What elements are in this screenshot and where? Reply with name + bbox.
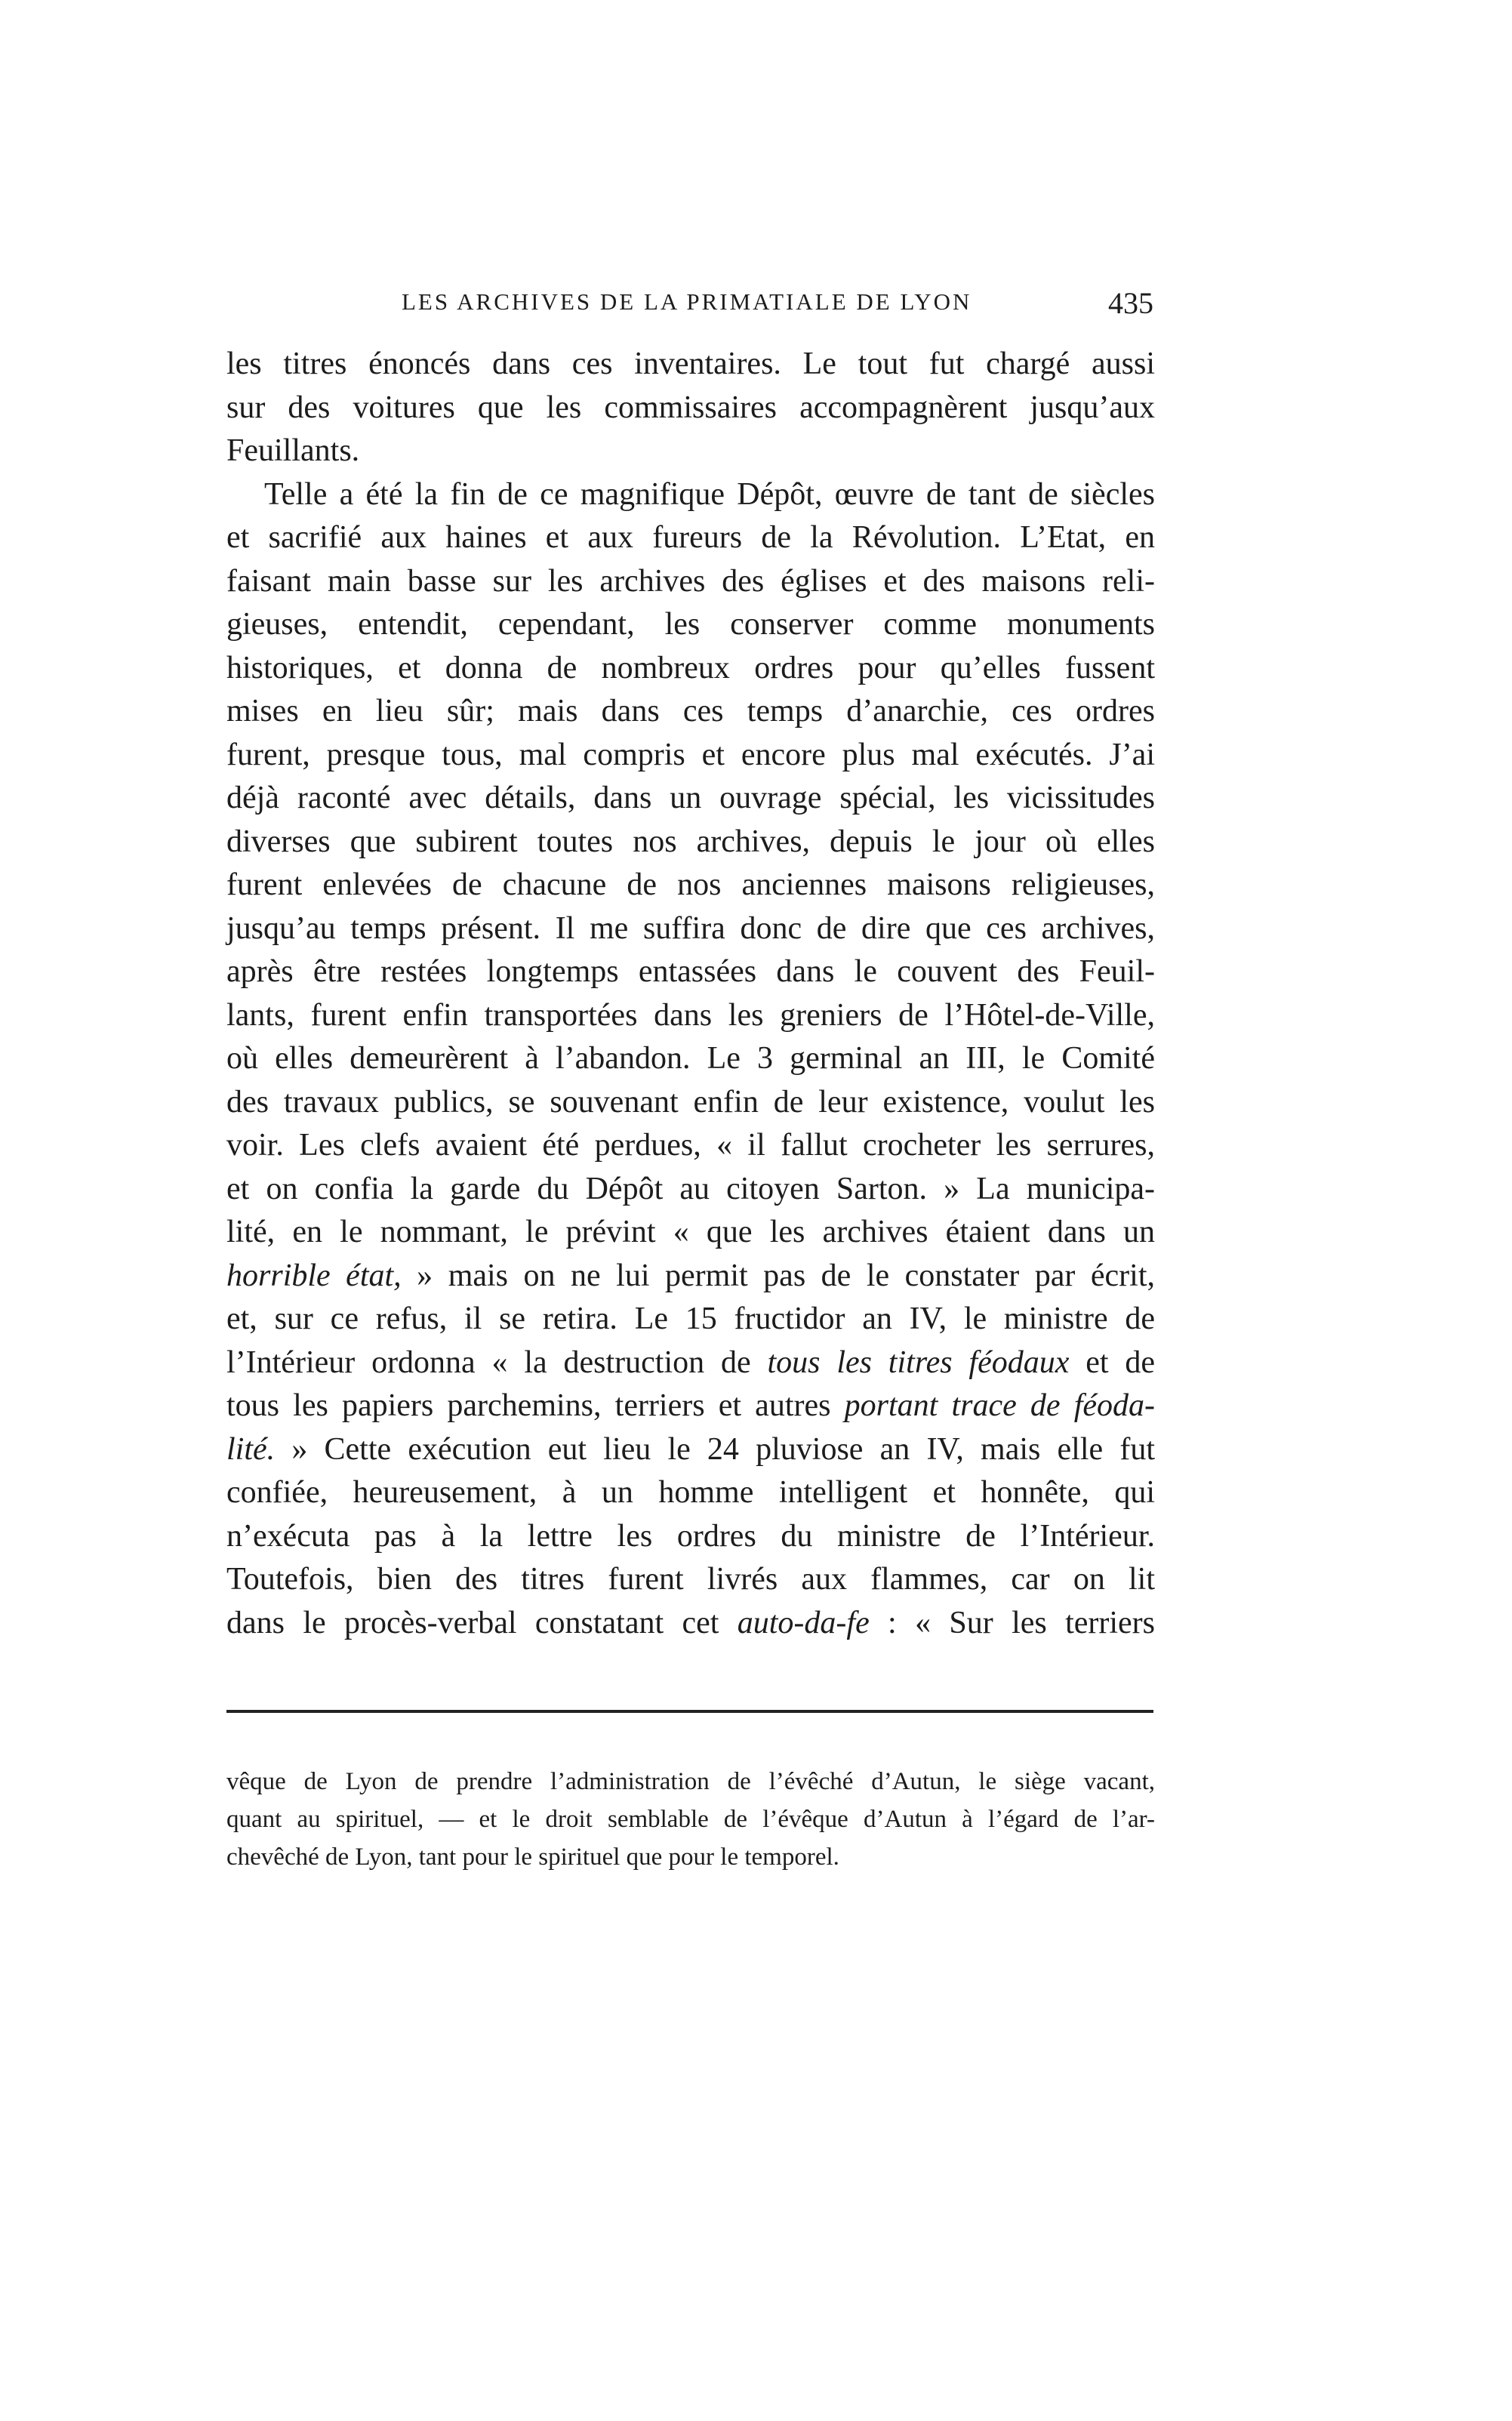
text-line [226,1255,1155,1298]
text-line [226,1385,1155,1428]
footnote-separator [226,1710,1153,1713]
text-line: furent enlevées de chacune de nos anciennes maisons religieuses, [226,867,1155,902]
italic-text: auto-da-fe [737,1605,870,1640]
text-run: dans le procès-verbal constatant cet [226,1605,738,1640]
text-line: Feuillants. [226,433,360,468]
footnote [226,1763,1155,1876]
text-line: après être restées longtemps entassées dans le couvent des Feuil- [226,954,1155,989]
text-line: sur des voitures que les commissaires accompagnèrent jusqu’aux [226,390,1155,425]
text-line: les titres énoncés dans ces inventaires. Le tout fut chargé aussi [226,347,1155,381]
text-line: des travaux publics, se souvenant enfin de leur existence, voulut les [226,1084,1155,1120]
text-line: lants, furent enfin transportées dans les greniers de l’Hôtel-de-Ville, [226,997,1155,1033]
text-run: » Cette exécution eut lieu le 24 pluviose an IV, mais elle fut [275,1431,1155,1467]
text-line: historiques, et donna de nombreux ordres pour qu’elles fussent [226,650,1155,685]
text-line: faisant main basse sur les archives des églises et des maisons reli- [226,563,1155,599]
footnote-line: vêque de Lyon de prendre l’administration de l’évêché d’Autun, le siège vacant, [226,1768,1155,1795]
italic-text: horrible état, [226,1258,402,1293]
text-line [226,1428,1155,1472]
text-line: confiée, heureusement, à un homme intelligent et honnête, qui [226,1475,1155,1510]
text-line: déjà raconté avec détails, dans un ouvrage spécial, les vicissitudes [226,781,1155,815]
text-line [226,1341,1155,1385]
text-line: lité, en le nommant, le prévint « que les archives étaient dans un [226,1215,1155,1249]
text-line: n’exécuta pas à la lettre les ordres du ministre de l’Intérieur. [226,1518,1155,1554]
text-run: » mais on ne lui permit pas de le constater par écrit, [401,1258,1155,1293]
text-line: et sacrifié aux haines et aux fureurs de la Révolution. L’Etat, en [226,520,1155,555]
text-line: voir. Les clefs avaient été perdues, « il fallut crocheter les serrures, [226,1128,1155,1163]
text-line: diverses que subirent toutes nos archives, depuis le jour où elles [226,824,1155,859]
text-line: mises en lieu sûr; mais dans ces temps d’anarchie, ces ordres [226,694,1155,728]
text-line: furent, presque tous, mal compris et encore plus mal exécutés. J’ai [226,737,1155,772]
body-text [226,343,1155,1645]
text-line: jusqu’au temps présent. Il me suffira donc de dire que ces archives, [226,910,1155,946]
text-run: et de [1069,1344,1156,1380]
running-title: LES ARCHIVES DE LA PRIMATIALE DE LYON [402,288,972,315]
footnote-line: quant au spirituel, — et le droit semblable de l’évêque d’Autun à l’égard de l’ar- [226,1806,1155,1833]
text-line [226,1602,1155,1646]
italic-text: tous les titres féodaux [767,1344,1070,1380]
italic-text: portant trace de féoda- [844,1388,1155,1423]
text-run: tous les papiers parchemins, terriers et autres [226,1388,845,1423]
text-line: Telle a été la fin de ce magnifique Dépôt, œuvre de tant de siècles [264,476,1155,512]
text-run: l’Intérieur ordonna « la destruction de [226,1344,768,1380]
page-number: 435 [1108,286,1153,320]
running-header [226,285,1153,331]
text-line: Toutefois, bien des titres furent livrés aux flammes, car on lit [226,1562,1155,1597]
text-line: où elles demeurèrent à l’abandon. Le 3 germinal an III, le Comité [226,1041,1155,1076]
italic-text: lité. [226,1431,276,1467]
footnote-line: chevêché de Lyon, tant pour le spirituel que pour le temporel. [226,1843,839,1871]
text-line: gieuses, entendit, cependant, les conserver comme monuments [226,607,1155,642]
text-line: et, sur ce refus, il se retira. Le 15 fructidor an IV, le ministre de [226,1301,1155,1336]
text-run: : « Sur les terriers [869,1605,1156,1640]
text-line: et on confia la garde du Dépôt au citoyen Sarton. » La municipa- [226,1171,1155,1206]
